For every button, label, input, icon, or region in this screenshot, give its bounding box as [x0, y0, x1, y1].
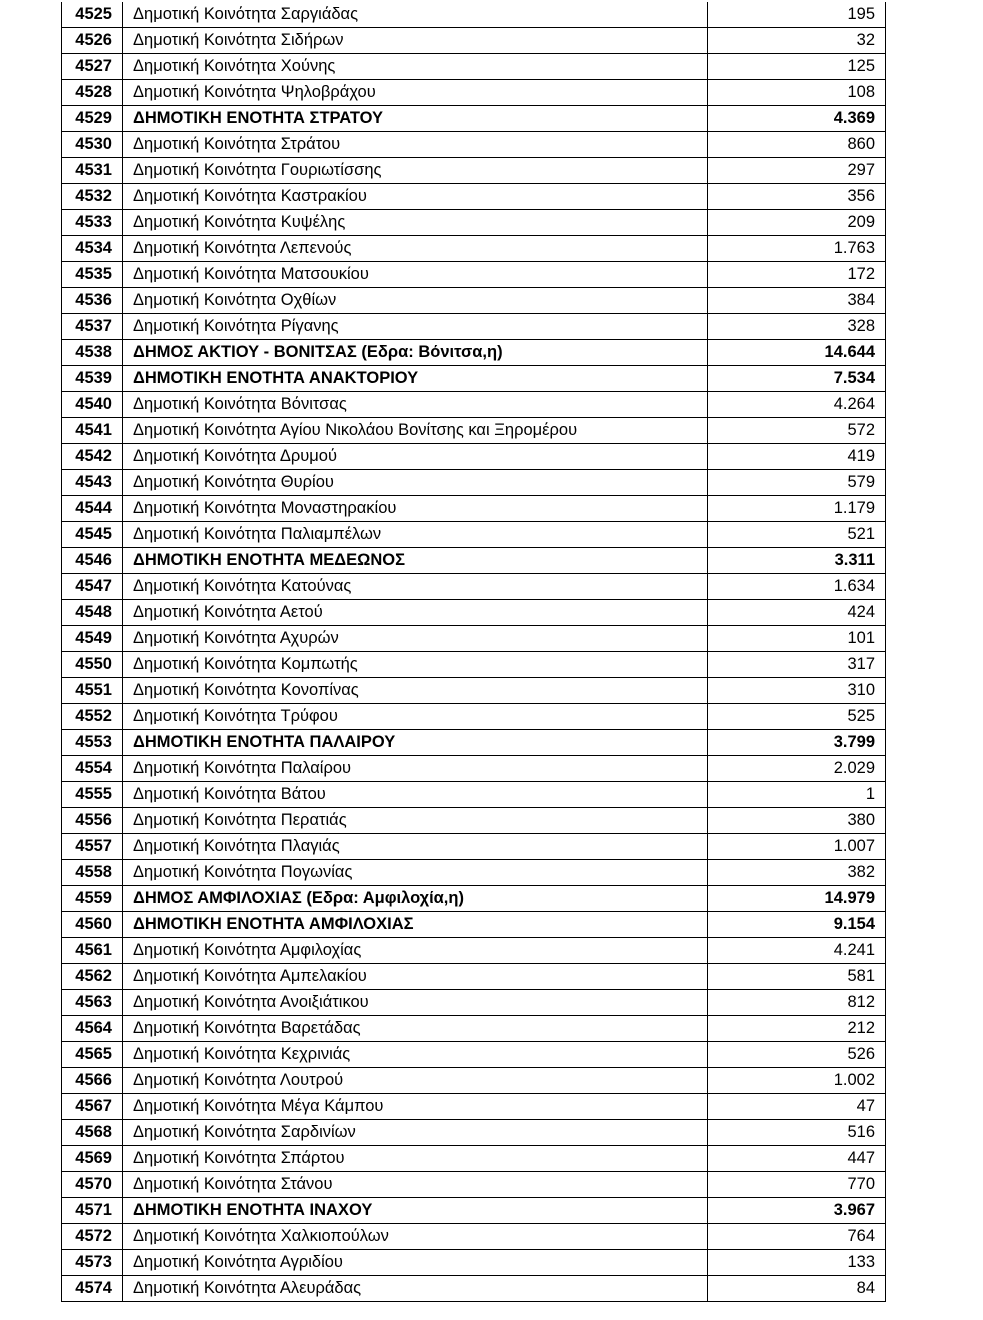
row-code: 4537 [62, 314, 123, 340]
row-population: 32 [708, 28, 886, 54]
row-name: Δημοτική Κοινότητα Κομπωτής [123, 652, 708, 678]
table-row [62, 288, 886, 314]
row-name: Δημοτική Κοινότητα Αμφιλοχίας [123, 938, 708, 964]
row-population: 3.311 [708, 548, 886, 574]
row-population: 108 [708, 80, 886, 106]
row-name: Δημοτική Κοινότητα Ρίγανης [123, 314, 708, 340]
row-population: 1 [708, 782, 886, 808]
row-code: 4568 [62, 1120, 123, 1146]
table-row [62, 1172, 886, 1198]
row-name: Δημοτική Κοινότητα Κυψέλης [123, 210, 708, 236]
row-population: 125 [708, 54, 886, 80]
row-population: 3.967 [708, 1198, 886, 1224]
row-population: 172 [708, 262, 886, 288]
row-name: Δημοτική Κοινότητα Χαλκιοπούλων [123, 1224, 708, 1250]
row-name: Δημοτική Κοινότητα Περατιάς [123, 808, 708, 834]
row-name: Δημοτική Κοινότητα Αμπελακίου [123, 964, 708, 990]
table-row [62, 158, 886, 184]
row-population: 317 [708, 652, 886, 678]
row-name: ΔΗΜΟΤΙΚΗ ΕΝΟΤΗΤΑ ΙΝΑΧΟΥ [123, 1198, 708, 1224]
row-code: 4551 [62, 678, 123, 704]
row-name: Δημοτική Κοινότητα Αετού [123, 600, 708, 626]
row-name: ΔΗΜΟΤΙΚΗ ΕΝΟΤΗΤΑ ΜΕΔΕΩΝΟΣ [123, 548, 708, 574]
table-row [62, 782, 886, 808]
row-name: Δημοτική Κοινότητα Σαρδινίων [123, 1120, 708, 1146]
row-population: 516 [708, 1120, 886, 1146]
table-row [62, 80, 886, 106]
row-code: 4573 [62, 1250, 123, 1276]
row-population: 356 [708, 184, 886, 210]
row-code: 4543 [62, 470, 123, 496]
row-code: 4546 [62, 548, 123, 574]
table-row [62, 1276, 886, 1302]
row-name: Δημοτική Κοινότητα Δρυμού [123, 444, 708, 470]
row-code: 4535 [62, 262, 123, 288]
row-code: 4530 [62, 132, 123, 158]
table-row [62, 1042, 886, 1068]
row-code: 4540 [62, 392, 123, 418]
row-code: 4550 [62, 652, 123, 678]
row-name: Δημοτική Κοινότητα Παλιαμπέλων [123, 522, 708, 548]
row-name: Δημοτική Κοινότητα Σαργιάδας [123, 2, 708, 28]
row-code: 4553 [62, 730, 123, 756]
row-population: 419 [708, 444, 886, 470]
row-population: 579 [708, 470, 886, 496]
row-name: Δημοτική Κοινότητα Στράτου [123, 132, 708, 158]
row-population: 812 [708, 990, 886, 1016]
row-code: 4562 [62, 964, 123, 990]
row-population: 382 [708, 860, 886, 886]
row-name: ΔΗΜΟΤΙΚΗ ΕΝΟΤΗΤΑ ΣΤΡΑΤΟΥ [123, 106, 708, 132]
row-population: 384 [708, 288, 886, 314]
row-name: Δημοτική Κοινότητα Ψηλοβράχου [123, 80, 708, 106]
row-name: Δημοτική Κοινότητα Λεπενούς [123, 236, 708, 262]
row-code: 4566 [62, 1068, 123, 1094]
table-row [62, 184, 886, 210]
row-code: 4558 [62, 860, 123, 886]
row-name: ΔΗΜΟΤΙΚΗ ΕΝΟΤΗΤΑ ΑΜΦΙΛΟΧΙΑΣ [123, 912, 708, 938]
row-population: 101 [708, 626, 886, 652]
table-row [62, 626, 886, 652]
row-name: Δημοτική Κοινότητα Σιδήρων [123, 28, 708, 54]
row-population: 47 [708, 1094, 886, 1120]
row-code: 4547 [62, 574, 123, 600]
row-population: 310 [708, 678, 886, 704]
table-row [62, 1094, 886, 1120]
row-code: 4556 [62, 808, 123, 834]
table-row [62, 496, 886, 522]
row-population: 14.979 [708, 886, 886, 912]
row-code: 4539 [62, 366, 123, 392]
row-code: 4536 [62, 288, 123, 314]
row-population: 525 [708, 704, 886, 730]
row-code: 4541 [62, 418, 123, 444]
table-row-subtotal [62, 106, 886, 132]
row-name: Δημοτική Κοινότητα Κονοπίνας [123, 678, 708, 704]
table-row-subtotal [62, 340, 886, 366]
row-code: 4557 [62, 834, 123, 860]
row-code: 4538 [62, 340, 123, 366]
table-row [62, 704, 886, 730]
row-code: 4533 [62, 210, 123, 236]
row-code: 4560 [62, 912, 123, 938]
table-row [62, 132, 886, 158]
row-code: 4572 [62, 1224, 123, 1250]
row-name: Δημοτική Κοινότητα Βάτου [123, 782, 708, 808]
row-code: 4529 [62, 106, 123, 132]
table-row [62, 54, 886, 80]
row-population: 764 [708, 1224, 886, 1250]
row-name: Δημοτική Κοινότητα Βαρετάδας [123, 1016, 708, 1042]
row-code: 4571 [62, 1198, 123, 1224]
row-name: Δημοτική Κοινότητα Καστρακίου [123, 184, 708, 210]
row-name: ΔΗΜΟΤΙΚΗ ΕΝΟΤΗΤΑ ΠΑΛΑΙΡΟΥ [123, 730, 708, 756]
row-population: 209 [708, 210, 886, 236]
population-table-container [61, 2, 885, 1302]
row-population: 3.799 [708, 730, 886, 756]
row-code: 4527 [62, 54, 123, 80]
table-row-subtotal [62, 366, 886, 392]
row-population: 212 [708, 1016, 886, 1042]
row-population: 380 [708, 808, 886, 834]
row-name: Δημοτική Κοινότητα Αχυρών [123, 626, 708, 652]
table-row [62, 652, 886, 678]
row-population: 2.029 [708, 756, 886, 782]
table-row [62, 860, 886, 886]
row-code: 4555 [62, 782, 123, 808]
table-row [62, 444, 886, 470]
table-row [62, 600, 886, 626]
row-population: 84 [708, 1276, 886, 1302]
row-population: 447 [708, 1146, 886, 1172]
table-row [62, 1120, 886, 1146]
table-row [62, 1068, 886, 1094]
row-population: 4.241 [708, 938, 886, 964]
row-code: 4532 [62, 184, 123, 210]
row-population: 133 [708, 1250, 886, 1276]
table-row [62, 236, 886, 262]
table-row [62, 756, 886, 782]
table-row [62, 1250, 886, 1276]
table-row [62, 522, 886, 548]
row-code: 4554 [62, 756, 123, 782]
row-code: 4549 [62, 626, 123, 652]
population-table [61, 2, 886, 1302]
row-code: 4561 [62, 938, 123, 964]
row-code: 4559 [62, 886, 123, 912]
table-row [62, 28, 886, 54]
table-row [62, 314, 886, 340]
table-row-subtotal [62, 1198, 886, 1224]
table-row [62, 808, 886, 834]
row-code: 4526 [62, 28, 123, 54]
row-name: Δημοτική Κοινότητα Αγίου Νικολάου Βονίτσης και Ξηρομέρου [123, 418, 708, 444]
row-code: 4544 [62, 496, 123, 522]
row-code: 4548 [62, 600, 123, 626]
row-name: Δημοτική Κοινότητα Μέγα Κάμπου [123, 1094, 708, 1120]
row-population: 581 [708, 964, 886, 990]
row-code: 4570 [62, 1172, 123, 1198]
table-row [62, 470, 886, 496]
row-name: Δημοτική Κοινότητα Κεχρινιάς [123, 1042, 708, 1068]
row-name: ΔΗΜΟΤΙΚΗ ΕΝΟΤΗΤΑ ΑΝΑΚΤΟΡΙΟΥ [123, 366, 708, 392]
row-name: Δημοτική Κοινότητα Γουριωτίσσης [123, 158, 708, 184]
table-row [62, 678, 886, 704]
row-name: Δημοτική Κοινότητα Σπάρτου [123, 1146, 708, 1172]
table-row-subtotal [62, 886, 886, 912]
row-code: 4545 [62, 522, 123, 548]
row-name: Δημοτική Κοινότητα Κατούνας [123, 574, 708, 600]
row-population: 526 [708, 1042, 886, 1068]
table-row [62, 990, 886, 1016]
row-code: 4542 [62, 444, 123, 470]
row-code: 4525 [62, 2, 123, 28]
table-row-subtotal [62, 548, 886, 574]
row-name: Δημοτική Κοινότητα Αλευράδας [123, 1276, 708, 1302]
row-population: 4.369 [708, 106, 886, 132]
row-name: Δημοτική Κοινότητα Μοναστηρακίου [123, 496, 708, 522]
table-row [62, 964, 886, 990]
table-row-subtotal [62, 912, 886, 938]
row-population: 1.763 [708, 236, 886, 262]
row-population: 195 [708, 2, 886, 28]
row-name: Δημοτική Κοινότητα Βόνιτσας [123, 392, 708, 418]
row-code: 4534 [62, 236, 123, 262]
table-row-subtotal [62, 730, 886, 756]
row-population: 424 [708, 600, 886, 626]
table-row [62, 1016, 886, 1042]
table-row [62, 1224, 886, 1250]
row-code: 4574 [62, 1276, 123, 1302]
row-name: Δημοτική Κοινότητα Οχθίων [123, 288, 708, 314]
row-population: 1.179 [708, 496, 886, 522]
row-population: 1.002 [708, 1068, 886, 1094]
row-population: 9.154 [708, 912, 886, 938]
row-code: 4563 [62, 990, 123, 1016]
row-name: Δημοτική Κοινότητα Θυρίου [123, 470, 708, 496]
row-name: Δημοτική Κοινότητα Πογωνίας [123, 860, 708, 886]
row-population: 572 [708, 418, 886, 444]
row-population: 4.264 [708, 392, 886, 418]
row-name: Δημοτική Κοινότητα Πλαγιάς [123, 834, 708, 860]
row-name: Δημοτική Κοινότητα Ανοιξιάτικου [123, 990, 708, 1016]
table-row [62, 418, 886, 444]
table-row [62, 1146, 886, 1172]
row-population: 860 [708, 132, 886, 158]
row-name: Δημοτική Κοινότητα Αγριδίου [123, 1250, 708, 1276]
row-name: Δημοτική Κοινότητα Λουτρού [123, 1068, 708, 1094]
row-code: 4567 [62, 1094, 123, 1120]
row-population: 297 [708, 158, 886, 184]
row-name: ΔΗΜΟΣ ΑΜΦΙΛΟΧΙΑΣ (Εδρα: Αμφιλοχία,η) [123, 886, 708, 912]
row-population: 770 [708, 1172, 886, 1198]
row-name: Δημοτική Κοινότητα Στάνου [123, 1172, 708, 1198]
row-name: Δημοτική Κοινότητα Χούνης [123, 54, 708, 80]
table-body [62, 2, 886, 1302]
row-population: 14.644 [708, 340, 886, 366]
table-row [62, 834, 886, 860]
row-population: 521 [708, 522, 886, 548]
row-code: 4564 [62, 1016, 123, 1042]
table-row [62, 262, 886, 288]
row-code: 4531 [62, 158, 123, 184]
table-row [62, 2, 886, 28]
row-code: 4565 [62, 1042, 123, 1068]
row-population: 1.007 [708, 834, 886, 860]
table-row [62, 392, 886, 418]
table-row [62, 938, 886, 964]
row-population: 328 [708, 314, 886, 340]
row-population: 7.534 [708, 366, 886, 392]
row-name: ΔΗΜΟΣ ΑΚΤΙΟΥ - ΒΟΝΙΤΣΑΣ (Εδρα: Βόνιτσα,η) [123, 340, 708, 366]
table-row [62, 210, 886, 236]
row-name: Δημοτική Κοινότητα Ματσουκίου [123, 262, 708, 288]
row-code: 4528 [62, 80, 123, 106]
row-population: 1.634 [708, 574, 886, 600]
row-code: 4569 [62, 1146, 123, 1172]
row-name: Δημοτική Κοινότητα Τρύφου [123, 704, 708, 730]
row-name: Δημοτική Κοινότητα Παλαίρου [123, 756, 708, 782]
table-row [62, 574, 886, 600]
row-code: 4552 [62, 704, 123, 730]
